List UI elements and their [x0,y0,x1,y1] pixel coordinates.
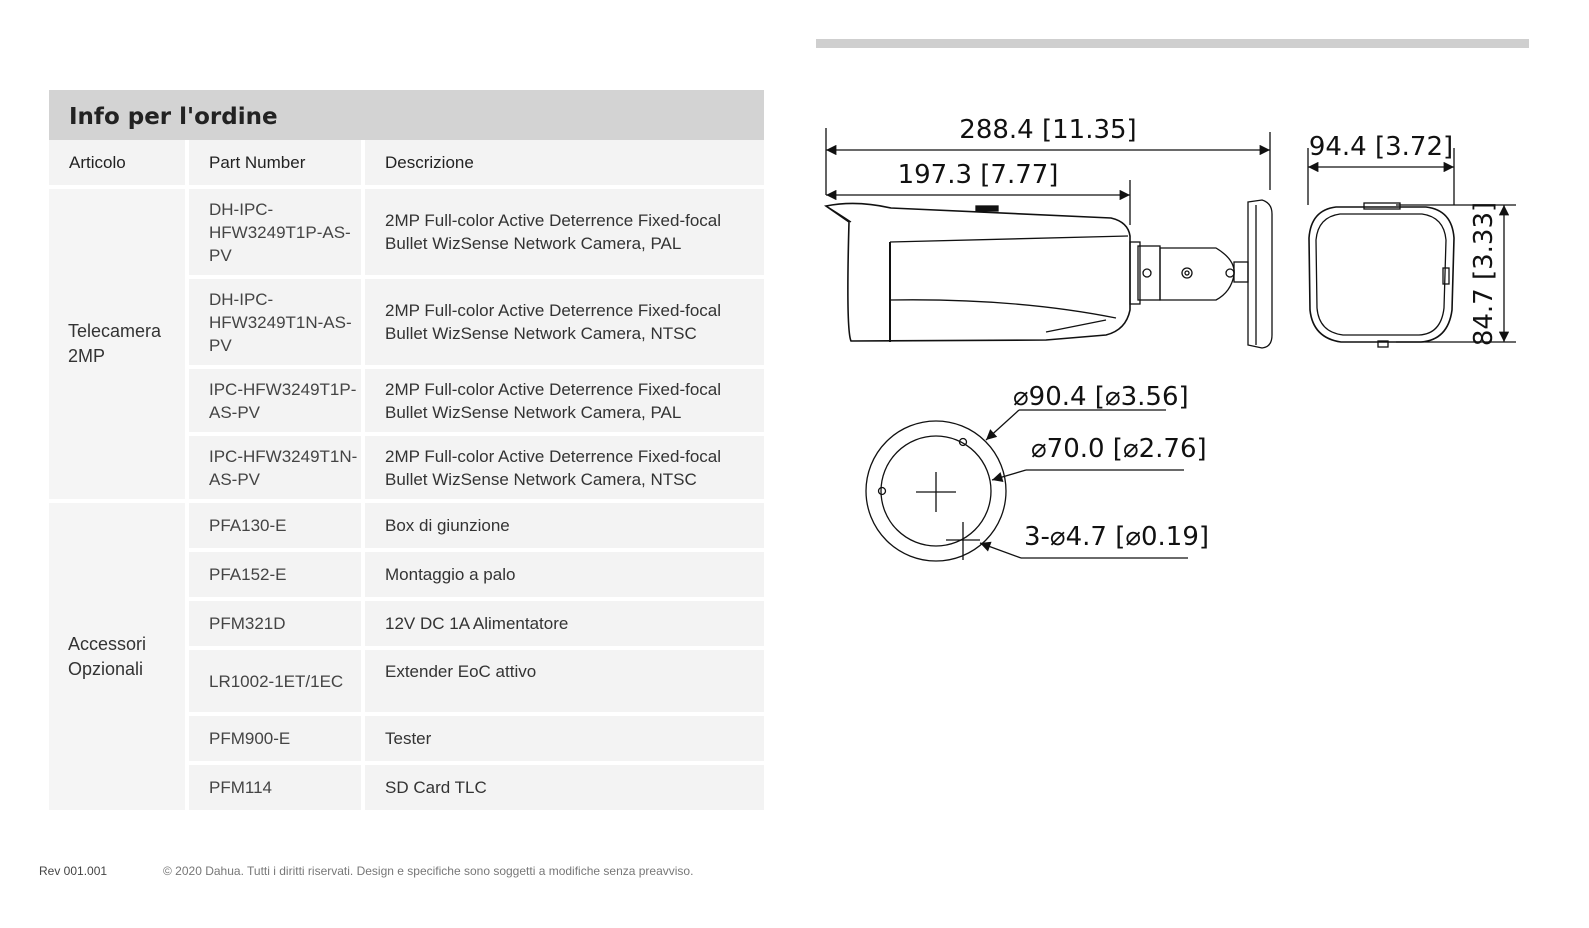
dimensions-section [816,0,1529,620]
footer-revision: Rev 001.001 [39,864,108,878]
description-cell: 2MP Full-color Active Deterrence Fixed-focal Bullet WizSense Network Camera, PAL [365,189,764,279]
table-header-row [49,140,764,189]
column-header-descrizione: Descrizione [365,140,764,189]
order-info-title: Info per l'ordine [49,90,764,140]
description-cell: 2MP Full-color Active Deterrence Fixed-focal Bullet WizSense Network Camera, PAL [365,369,764,436]
description-cell: 2MP Full-color Active Deterrence Fixed-focal Bullet WizSense Network Camera, NTSC [365,279,764,369]
part-number-cell: DH-IPC-HFW3249T1P-AS-PV [189,189,365,279]
part-number-cell: PFM900-E [189,716,365,765]
footer-copyright: © 2020 Dahua. Tutti i diritti riservati. Design e specifiche sono soggetti a modifiche senza preavviso. [163,864,694,878]
dimensions-drawing [816,0,1529,620]
category-cell-accessories: Accessori Opzionali [49,503,189,814]
column-header-part-number: Part Number [189,140,365,189]
description-cell: Box di giunzione [365,503,764,552]
camera-side-view [826,200,1272,348]
order-info-section [49,90,764,814]
description-cell: 12V DC 1A Alimentatore [365,601,764,650]
part-number-cell: PFM321D [189,601,365,650]
dimension-overall-length: 288.4 [11.35] [959,115,1137,145]
column-header-articolo: Articolo [49,140,189,189]
leader-line-holes [980,543,1021,558]
dimension-screw-holes: 3-⌀4.7 [⌀0.19] [1024,522,1210,552]
part-number-cell: PFA152-E [189,552,365,601]
leader-line-hole-circle [992,470,1026,480]
part-number-cell: DH-IPC-HFW3249T1N-AS-PV [189,279,365,369]
part-number-cell: PFM114 [189,765,365,814]
description-cell: Tester [365,716,764,765]
description-cell: 2MP Full-color Active Deterrence Fixed-focal Bullet WizSense Network Camera, NTSC [365,436,764,503]
part-number-cell: PFA130-E [189,503,365,552]
description-cell: Montaggio a palo [365,552,764,601]
part-number-cell: IPC-HFW3249T1P-AS-PV [189,369,365,436]
category-cell-camera: Telecamera 2MP [49,189,189,503]
leader-line-base [986,410,1019,440]
part-number-cell: LR1002-1ET/1EC [189,650,365,716]
description-cell: Extender EoC attivo [365,650,764,716]
part-number-cell: IPC-HFW3249T1N-AS-PV [189,436,365,503]
dimension-width: 94.4 [3.72] [1308,132,1454,162]
description-cell: SD Card TLC [365,765,764,814]
order-info-table [49,140,764,814]
table-row [49,503,764,552]
table-row [49,189,764,279]
dimension-hole-circle: ⌀70.0 [⌀2.76] [1031,434,1207,464]
dimension-height: 84.7 [3.33] [1469,201,1499,347]
camera-front-view [1309,203,1454,347]
dimension-base-diameter: ⌀90.4 [⌀3.56] [1013,382,1189,412]
dimension-body-length: 197.3 [7.77] [897,160,1059,190]
